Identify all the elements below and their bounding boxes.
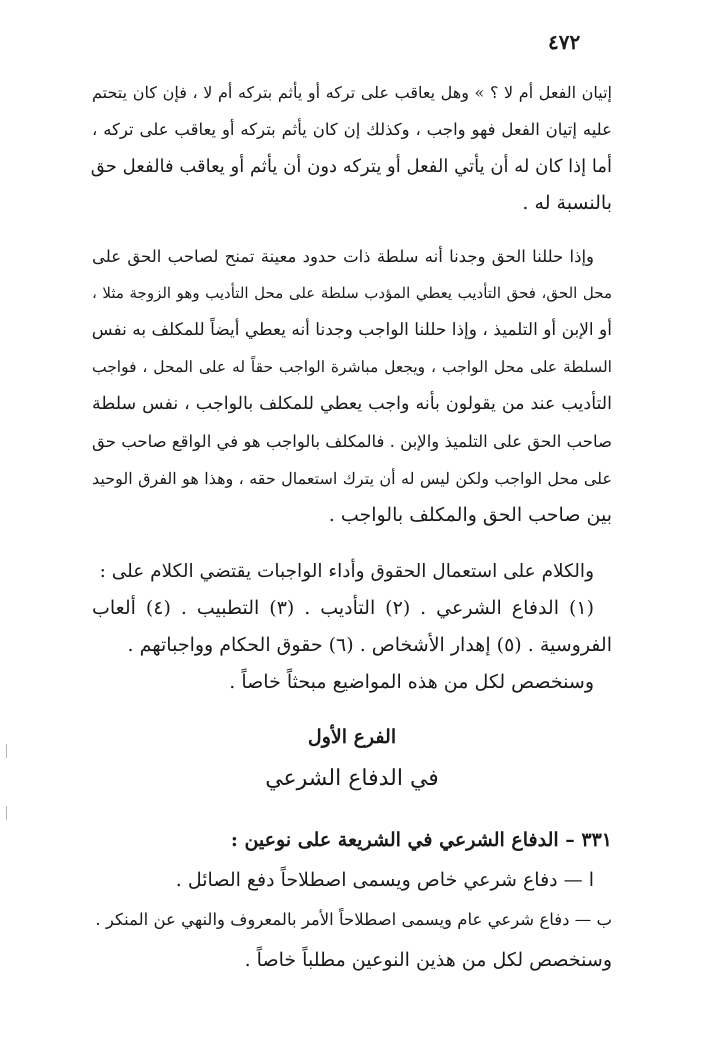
text-line: صاحب الحق على التلميذ والإبن . فالمكلف بالواجب هو في الواقع صاحب حق	[92, 432, 612, 451]
list-item: ب — دفاع شرعي عام ويسمى اصطلاحاً الأمر بالمعروف والنهي عن المنكر .	[95, 910, 612, 929]
text-line: وسنخصص لكل من هذه المواضيع مبحثاً خاصاً .	[229, 671, 594, 693]
list-item: ا — دفاع شرعي خاص ويسمى اصطلاحاً دفع الصائل .	[175, 869, 594, 891]
text-line: وسنخصص لكل من هذين النوعين مطلباً خاصاً .	[244, 949, 612, 971]
paragraph-1	[92, 74, 612, 222]
paragraph-3	[92, 553, 612, 701]
text-line: بالنسبة له .	[522, 192, 612, 214]
text-line: على محل الواجب ولكن ليس له أن يترك استعمال حقه ، وهذا هو الفرق الوحيد	[92, 469, 612, 488]
section-title: – الدفاع الشرعي في الشريعة على نوعين :	[230, 829, 575, 851]
text-line: والكلام على استعمال الحقوق وأداء الواجبات يقتضي الكلام على :	[99, 561, 594, 582]
list-line: (١) الدفاع الشرعي . (٢) التأديب . (٣) التطبيب . (٤) ألعاب	[92, 597, 594, 619]
page-number: ٤٧٢	[548, 30, 581, 54]
margin-mark	[6, 806, 7, 820]
section-title-line	[92, 820, 612, 860]
branch-heading: الفرع الأول	[307, 726, 397, 748]
text-line: عليه إتيان الفعل فهو واجب ، وكذلك إن كان يأثم بتركه أو يعاقب على تركه ،	[92, 120, 612, 139]
text-line: إتيان الفعل أم لا ؟ » وهل يعاقب على تركه أو يأثم بتركه أم لا ، فإن كان يتحتم	[92, 83, 612, 102]
list-line: الفروسية . (٥) إهدار الأشخاص . (٦) حقوق الحكام وواجباتهم .	[127, 634, 612, 656]
text-line: محل الحق، فحق التأديب يعطي المؤدب سلطة على محل التأديب وهو الزوجة مثلا ،	[92, 284, 612, 302]
text-line: وإذا حللنا الحق وجدنا أنه سلطة ذات حدود معينة تمنح لصاحب الحق على	[92, 247, 594, 266]
text-line: بين صاحب الحق والمكلف بالواجب .	[328, 504, 612, 526]
section-heading: في الدفاع الشرعي	[265, 766, 439, 791]
text-line: السلطة على محل الواجب ، ويجعل مباشرة الواجب حقاً له على المحل ، فواجب	[92, 358, 612, 376]
text-line: التأديب عند من يقولون بأنه واجب يعطي للمكلف بالواجب ، نفس سلطة	[92, 394, 612, 414]
paragraph-2	[92, 238, 612, 534]
text-line: أو الإبن أو التلميذ ، وإذا حللنا الواجب وجدنا أنه يعطي أيضاً للمكلف به نفس	[91, 320, 612, 340]
text-line: أما إذا كان له أن يأتي الفعل أو يتركه دون أن يأثم أو يعاقب فالفعل حق	[90, 156, 612, 177]
margin-mark	[6, 744, 7, 758]
section-number: ٣٣١	[581, 829, 612, 851]
section-331	[92, 820, 612, 980]
